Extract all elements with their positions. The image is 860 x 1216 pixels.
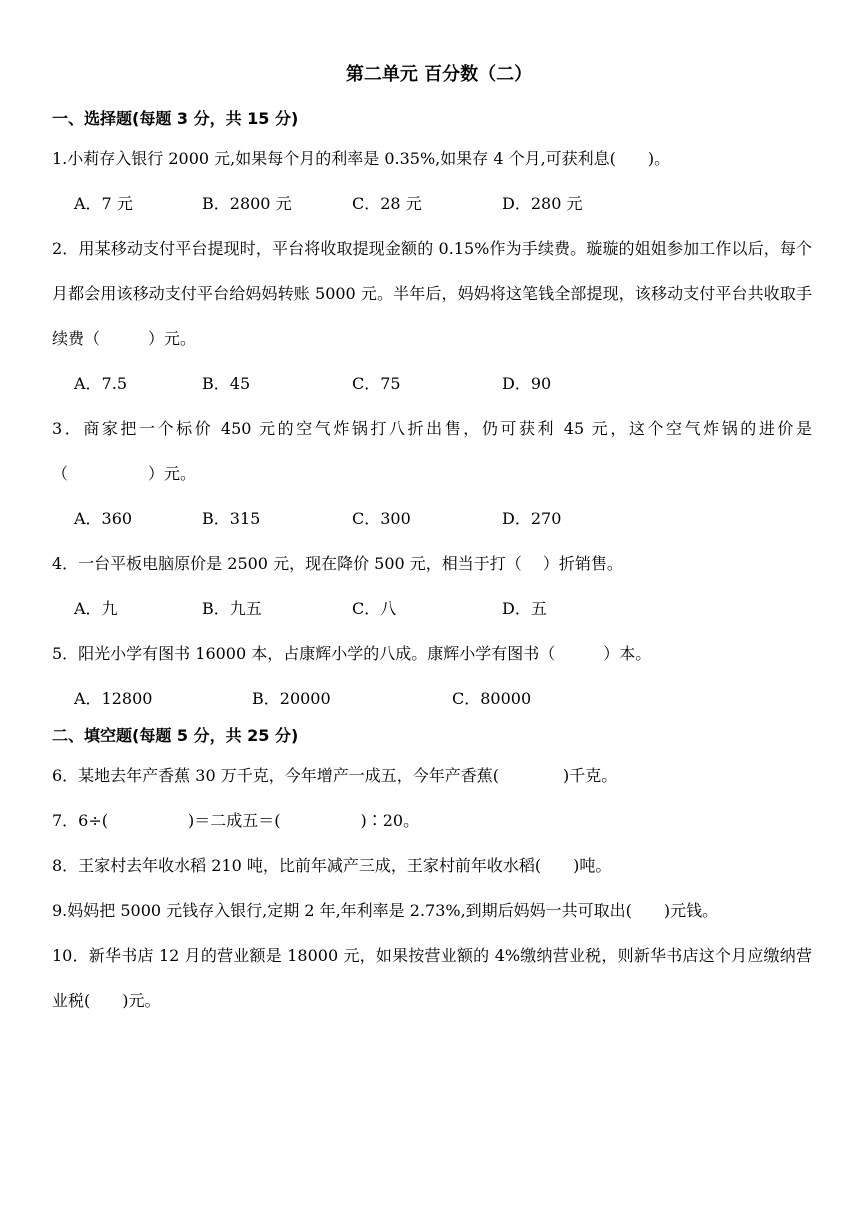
question-3: 3．商家把一个标价 450 元的空气炸锅打八折出售，仍可获利 45 元，这个空气炸锅的进价是（ ）元。 (52, 419, 812, 483)
options-question-1 (52, 181, 812, 226)
option-c: C．八 (352, 599, 397, 618)
option-a: A．九 (74, 599, 118, 618)
page-title: 第二单元 百分数（二） (345, 64, 533, 85)
option-a: A．360 (74, 509, 133, 528)
option-c: C．28 元 (352, 194, 422, 213)
question-2: 2．用某移动支付平台提现时，平台将收取提现金额的 0.15%作为手续费。璇璇的姐姐参加工作以后，每个月都会用该移动支付平台给妈妈转账 5000 元。半年后，妈妈将这笔钱全部提现，该移动支付平台共收取手续费（ ）元。 (52, 239, 812, 348)
option-a: A．7 元 (74, 194, 133, 213)
option-a: A．7.5 (74, 374, 128, 393)
question-8: 8．王家村去年收水稻 210 吨，比前年减产三成，王家村前年收水稻( )吨。 (52, 856, 612, 875)
option-a: A．12800 (74, 689, 153, 708)
option-b: B．九五 (202, 599, 262, 618)
options-question-5 (52, 676, 812, 721)
option-d: D．280 元 (502, 194, 583, 213)
question-9: 9.妈妈把 5000 元钱存入银行,定期 2 年,年利率是 2.73%,到期后妈妈一共可取出( )元钱。 (52, 901, 719, 920)
option-d: D．270 (502, 509, 562, 528)
options-question-2 (52, 361, 812, 406)
options-question-3 (52, 496, 812, 541)
question-10: 10．新华书店 12 月的营业额是 18000 元，如果按营业额的 4%缴纳营业税，则新华书店这个月应缴纳营业税( )元。 (52, 946, 812, 1010)
option-c: C．75 (352, 374, 401, 393)
option-b: B．315 (202, 509, 261, 528)
question-1: 1.小莉存入银行 2000 元,如果每个月的利率是 0.35%,如果存 4 个月,可获利息( )。 (52, 149, 671, 168)
question-6: 6．某地去年产香蕉 30 万千克，今年增产一成五，今年产香蕉( )千克。 (52, 766, 618, 785)
section-heading-choice: 一、选择题(每题 3 分，共 15 分) (52, 109, 299, 128)
option-c: C．300 (352, 509, 411, 528)
worksheet-page (52, 58, 812, 1023)
question-7: 7．6÷( )＝二成五＝( )∶20。 (52, 811, 420, 830)
option-b: B．20000 (252, 689, 331, 708)
option-d: D．90 (502, 374, 552, 393)
question-5: 5．阳光小学有图书 16000 本，占康辉小学的八成。康辉小学有图书（ ）本。 (52, 644, 652, 663)
options-question-4 (52, 586, 812, 631)
option-c: C．80000 (452, 689, 532, 708)
option-d: D．五 (502, 599, 547, 618)
question-4: 4．一台平板电脑原价是 2500 元，现在降价 500 元，相当于打（ ）折销售。 (52, 554, 623, 573)
section-heading-fill-blank: 二、填空题(每题 5 分，共 25 分) (52, 726, 299, 745)
option-b: B．45 (202, 374, 251, 393)
option-b: B．2800 元 (202, 194, 292, 213)
